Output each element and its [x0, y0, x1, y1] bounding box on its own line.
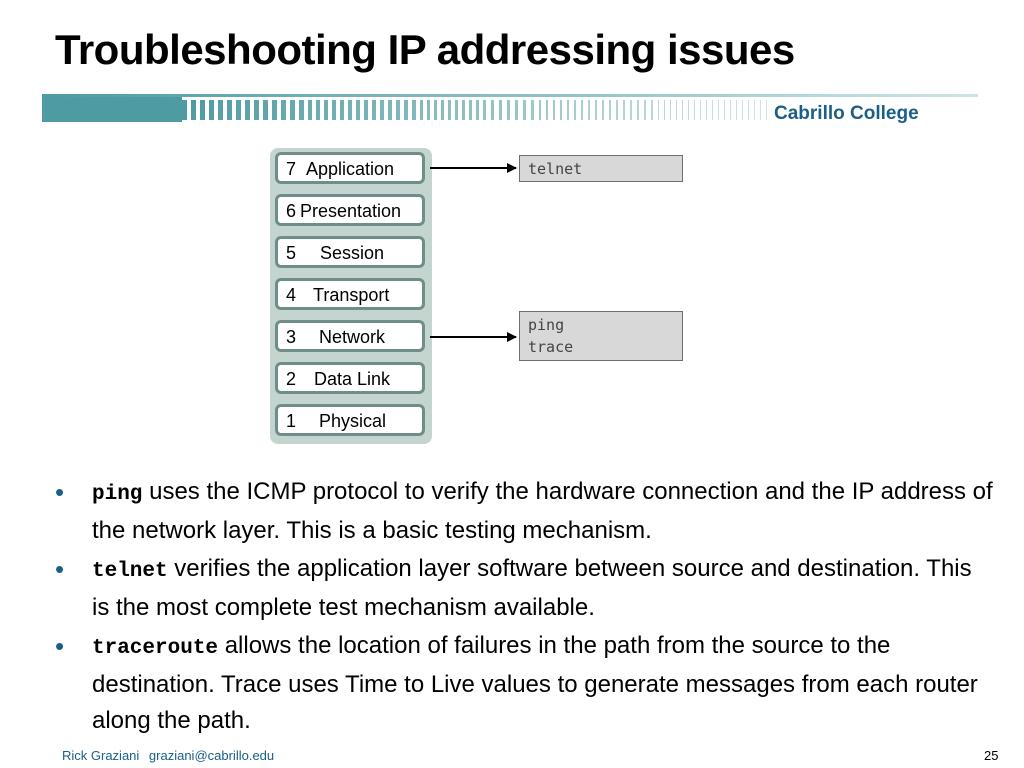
command-name: traceroute	[92, 637, 219, 660]
bullet-list	[55, 474, 995, 741]
osi-layer-physical	[275, 404, 425, 436]
layer-name: Session	[320, 243, 385, 263]
slide-title: Troubleshooting IP addressing issues	[55, 26, 795, 73]
telnet-command-box	[519, 155, 683, 182]
command-name: ping	[92, 483, 143, 506]
network-command-box	[519, 311, 683, 361]
command-text: telnet	[528, 160, 583, 178]
command-text: trace	[528, 338, 574, 356]
brand-logo-text: Cabrillo College	[774, 103, 919, 124]
bullet-dot-icon: •	[55, 477, 65, 507]
layer-name: Application	[306, 159, 395, 179]
bullet-text: uses the ICMP protocol to verify the hardware connection and the IP address of the network layer. This is a basic testing mechanism.	[92, 478, 993, 544]
osi-layer-data-link	[275, 362, 425, 394]
layer-name: Presentation	[300, 201, 402, 221]
layer-number: 5	[286, 243, 297, 263]
command-text: ping	[528, 316, 565, 334]
osi-layer-transport	[275, 278, 425, 310]
layer-number: 3	[286, 327, 297, 347]
osi-layer-application	[275, 152, 425, 184]
layer-name: Data Link	[314, 369, 391, 389]
bullet-ping	[55, 474, 995, 549]
layer-name: Network	[319, 327, 386, 347]
bullet-dot-icon: •	[55, 554, 65, 584]
layer-number: 4	[286, 285, 297, 305]
osi-layer-network	[275, 320, 425, 352]
layer-number: 1	[286, 411, 297, 431]
footer-author: Rick Graziani	[62, 748, 140, 763]
osi-layer-presentation	[275, 194, 425, 226]
layer-number: 2	[286, 369, 297, 389]
bullet-telnet	[55, 551, 995, 626]
bullet-dot-icon: •	[55, 631, 65, 661]
bullet-text: verifies the application layer software between source and destination. This is the most complete test mechanism available.	[92, 555, 972, 621]
layer-number: 7	[286, 159, 297, 179]
layer-name: Physical	[319, 411, 387, 431]
osi-layer-session	[275, 236, 425, 268]
layer-name: Transport	[313, 285, 390, 305]
bullet-text: allows the location of failures in the path from the source to the destination. Trace uses Time to Live values to generate messages from each router along the path.	[92, 632, 978, 734]
footer-email: graziani@cabrillo.edu	[148, 748, 275, 763]
footer-credits	[62, 748, 280, 763]
osi-layer-stack	[270, 148, 432, 444]
layer-number: 6	[286, 201, 297, 221]
command-name: telnet	[92, 560, 168, 583]
bullet-traceroute	[55, 628, 995, 739]
page-number: 25	[984, 748, 999, 763]
